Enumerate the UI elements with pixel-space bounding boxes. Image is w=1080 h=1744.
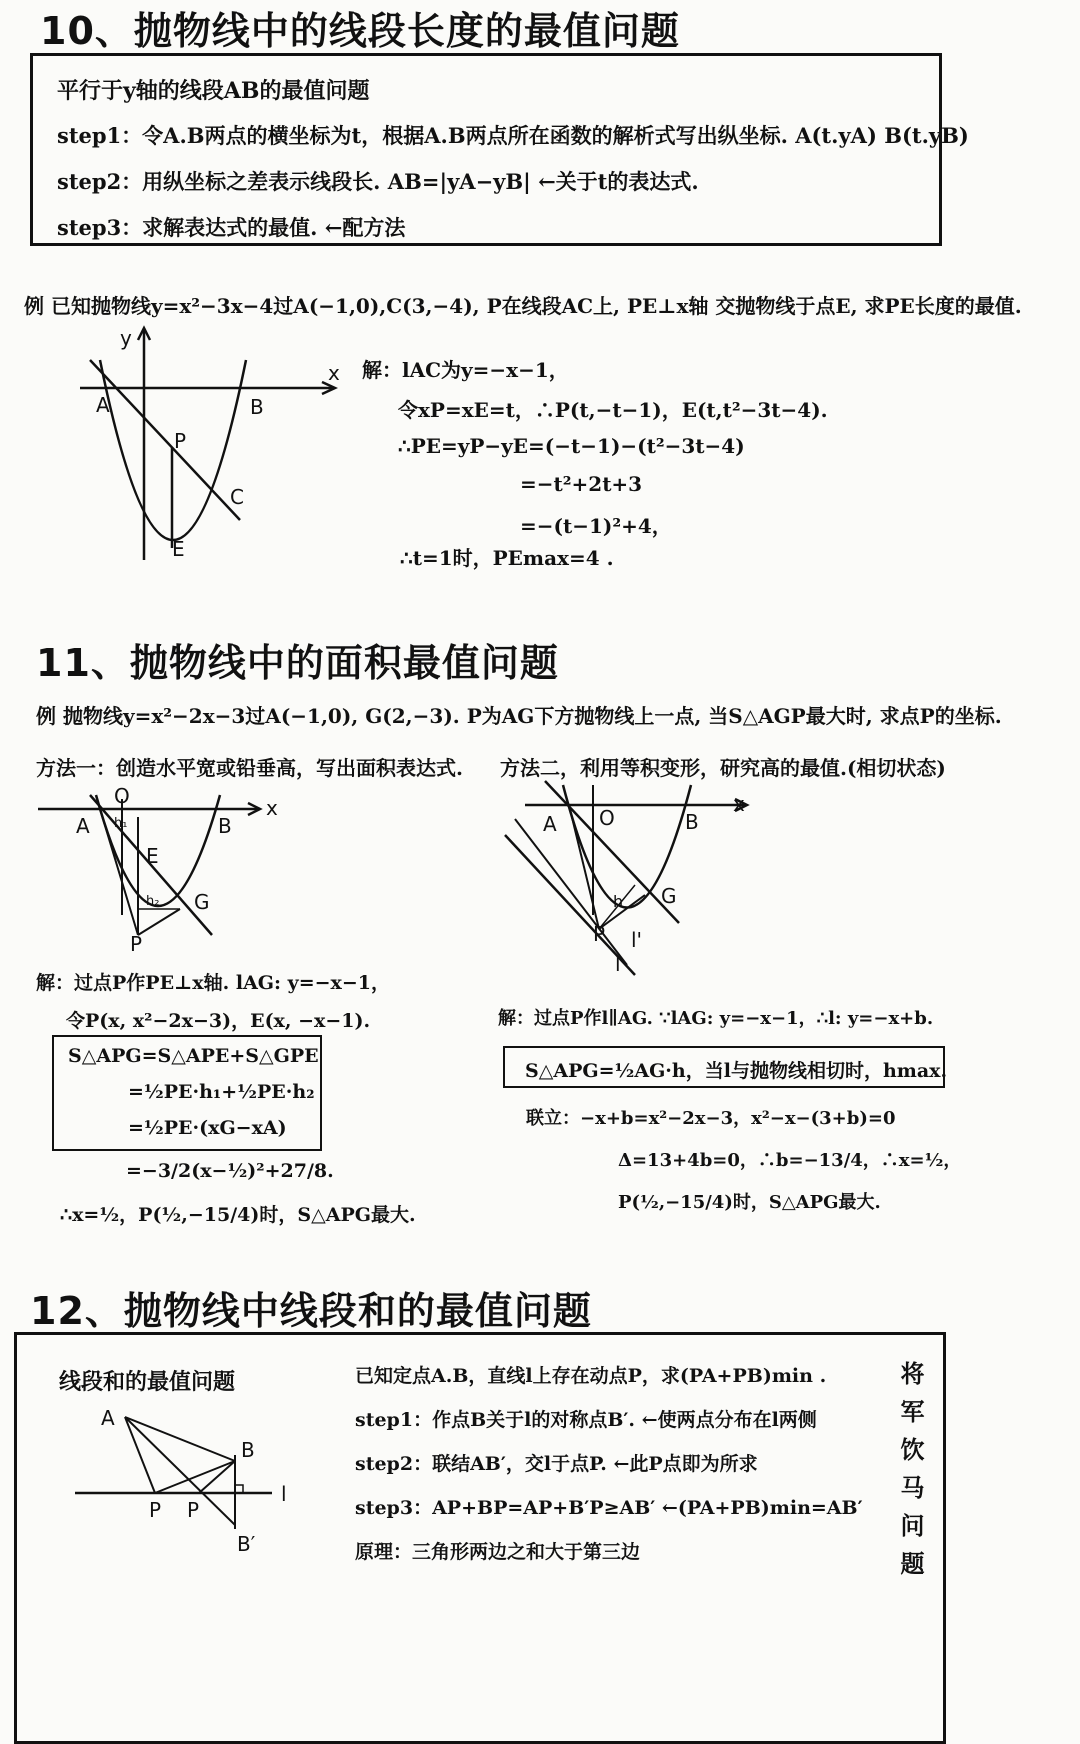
point-b-label: B	[241, 1438, 255, 1462]
section-12-title: 12、抛物线中线段和的最值问题	[30, 1289, 592, 1333]
h2-label: h₂	[146, 894, 160, 909]
area-expression-box	[52, 1035, 322, 1151]
area-line: S△APG=S△APE+S△GPE	[68, 1045, 319, 1067]
method-heading: 平行于y轴的线段AB的最值问题	[57, 78, 370, 104]
reflection-diagram	[57, 1405, 307, 1565]
method-2-label: 方法二，利用等积变形，研究高的最值.(相切状态)	[500, 756, 946, 780]
solution-line: 令P(x, x²−2x−3)，E(x, −x−1).	[66, 1010, 371, 1032]
solution-line: ∴t=1时，PEmax=4 .	[400, 546, 614, 570]
point-p-label: P	[187, 1498, 200, 1522]
point-b-label: B	[685, 810, 699, 834]
point-p-label: P	[149, 1498, 162, 1522]
step-2: step2：用纵坐标之差表示线段长. AB=|yA−yB| ←关于t的表达式.	[57, 169, 699, 194]
line-l-label: l	[615, 952, 621, 976]
line-l-prime-label: l'	[631, 928, 643, 952]
point-p-label: P	[174, 429, 187, 453]
origin-label: O	[599, 806, 615, 830]
point-b-prime-label: B′	[237, 1532, 256, 1556]
solution-line: =−t²+2t+3	[520, 472, 643, 496]
axis-x-label: x	[266, 796, 278, 820]
solution-line: Δ=13+4b=0，∴b=−13/4，∴x=½，	[618, 1150, 962, 1171]
point-b-label: B	[250, 395, 264, 419]
point-g-label: G	[661, 884, 677, 908]
line-l-label: l	[281, 1482, 287, 1506]
parabola-graph-10	[60, 320, 360, 580]
side-note-vertical: 将军饮马问题	[896, 1361, 925, 1589]
solution-line: 令xP=xE=t，∴P(t,−t−1)，E(t,t²−3t−4).	[398, 398, 828, 422]
tangent-condition-box	[503, 1046, 948, 1088]
method-1-label: 方法一：创造水平宽或铅垂高，写出面积表达式.	[36, 756, 463, 780]
point-e-label: E	[146, 844, 159, 868]
point-p-label: P	[593, 922, 606, 946]
point-a-label: A	[543, 812, 557, 836]
solution-line: 联立：−x+b=x²−2x−3，x²−x−(3+b)=0	[526, 1108, 896, 1129]
solution-line: =−3/2(x−½)²+27/8.	[126, 1160, 334, 1182]
axis-x-label: x	[733, 792, 745, 816]
area-line: =½PE·h₁+½PE·h₂	[128, 1081, 315, 1103]
point-a-label: A	[101, 1406, 115, 1430]
section-11-title: 11、抛物线中的面积最值问题	[36, 641, 559, 685]
point-g-label: G	[194, 890, 210, 914]
text-line: step2：联结AB′，交l于点P. ←此P点即为所求	[355, 1453, 758, 1475]
text-line: step1：作点B关于l的对称点B′. ←使两点分布在l两侧	[355, 1409, 817, 1431]
example-11: 例 抛物线y=x²−2x−3过A(−1,0), G(2,−3). P为AG下方抛物线上一点, 当S△AGP最大时, 求点P的坐标.	[36, 704, 1002, 728]
axis-x-label: x	[328, 361, 340, 385]
example-10: 例 已知抛物线y=x²−3x−4过A(−1,0),C(3,−4), P在线段AC上, PE⊥x轴 交抛物线于点E, 求PE长度的最值.	[24, 294, 1022, 318]
solution-line: 解：过点P作PE⊥x轴. lAG: y=−x−1，	[36, 972, 391, 994]
point-a-label: A	[76, 814, 90, 838]
step-1: step1：令A.B两点的横坐标为t，根据A.B两点所在函数的解析式写出纵坐标. A(t.yA) B(t.yB)	[57, 123, 969, 148]
point-c-label: C	[230, 485, 244, 509]
area-line: =½PE·(xG−xA)	[128, 1117, 287, 1139]
text-line: step3：AP+BP=AP+B′P≥AB′ ←(PA+PB)min=AB′	[355, 1497, 863, 1519]
text-line: 已知定点A.B，直线l上存在动点P，求(PA+PB)min .	[355, 1365, 827, 1387]
h1-label: h₁	[114, 816, 128, 831]
section-10-method-box	[30, 53, 969, 246]
solution-line: P(½,−15/4)时，S△APG最大.	[618, 1192, 881, 1213]
point-p-label: P	[130, 932, 143, 956]
solution-line: 解：lAC为y=−x−1，	[362, 358, 569, 382]
solution-line: =−(t−1)²+4，	[520, 514, 672, 538]
step-3: step3：求解表达式的最值. ←配方法	[57, 215, 406, 240]
text-line: 原理：三角形两边之和大于第三边	[355, 1541, 641, 1563]
point-e-label: E	[172, 537, 185, 561]
axis-y-label: y	[120, 326, 132, 350]
section-10-title: 10、抛物线中的线段长度的最值问题	[40, 9, 680, 53]
area-graph-method-1	[30, 785, 300, 955]
section-12-heading: 线段和的最值问题	[59, 1369, 236, 1395]
solution-line: ∴x=½，P(½,−15/4)时，S△APG最大.	[60, 1204, 416, 1226]
origin-label: O	[114, 784, 130, 808]
point-a-label: A	[96, 393, 110, 417]
solution-line: ∴PE=yP−yE=(−t−1)−(t²−3t−4)	[398, 434, 745, 458]
solution-line: 解：过点P作l∥AG. ∵lAG: y=−x−1，∴l: y=−x+b.	[498, 1008, 934, 1029]
tangent-condition: S△APG=½AG·h，当l与抛物线相切时，hmax.	[525, 1060, 948, 1082]
h-label: h	[613, 892, 624, 911]
area-graph-method-2	[495, 775, 795, 985]
point-b-label: B	[218, 814, 232, 838]
section-12-box	[14, 1332, 946, 1744]
